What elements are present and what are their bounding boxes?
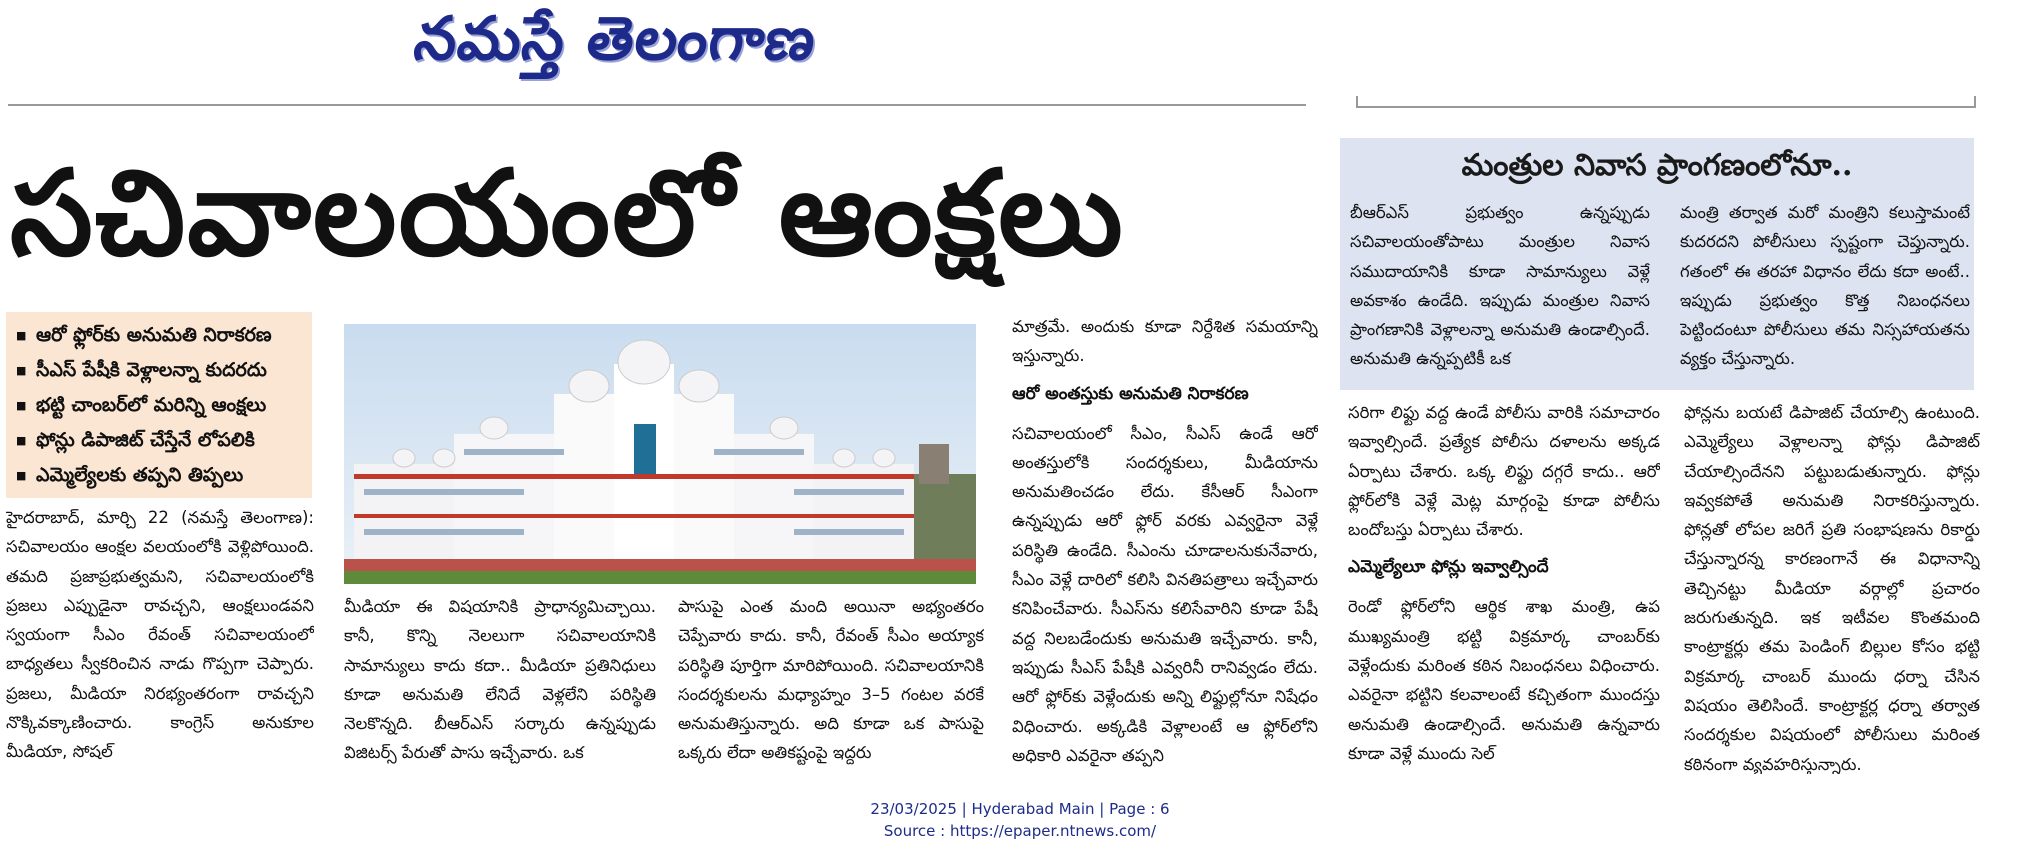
section-subheading: ఎమ్మెల్యేలూ ఫోన్లు ఇవ్వాల్సిందే [1348, 557, 1549, 578]
article-text: రెండో ఫ్లోర్‌లోని ఆర్థిక శాఖ మంత్రి, ఉప ముఖ్యమంత్రి భట్టి విక్రమార్క చాంబర్‌కు వెళ్లేందుకు మరింత కఠిన నిబంధనలు విధించారు. ఎవరైనా భట్టిని కలవాలంటే కచ్చితంగా ముందస్తు అనుమతి ఉండాల్సిందే. అనుమతి ఉన్నవారు కూడా వెళ్లే ముందు సెల్ [1348, 597, 1660, 763]
article-column-3 [678, 592, 984, 772]
sidebar-text: బీఆర్‌ఎస్ ప్రభుత్వం ఉన్నప్పుడు సచివాలయంతోపాటు మంత్రుల నివాస సముదాయానికి కూడా సామాన్యులు వెళ్లే అవకాశం ఉండేది. ఇప్పుడు మంత్రుల నివాస ప్రాంగణానికి వెళ్లాలన్నా అనుమతి ఉండాల్సిందే. అనుమతి ఉన్నప్పటికీ ఒక [1350, 203, 1650, 369]
headline: సచివాలయంలో ఆంక్షలు [10, 144, 1125, 282]
divider-tick-left [1356, 96, 1358, 106]
highlight-item: ■ సీఎస్ పేషీకి వెళ్లాలన్నా కుదరదు [36, 353, 312, 388]
article-column-2 [344, 592, 656, 772]
divider-right [1356, 106, 1976, 108]
footer-source: Source : https://epaper.ntnews.com/ [883, 822, 1157, 840]
masthead [0, 4, 1230, 92]
highlight-item: ■ భట్టి చాంబర్‌లో మరిన్ని ఆంక్షలు [36, 388, 312, 423]
sidebar-column-right [1680, 198, 1970, 378]
article-text: మీడియా ఈ విషయానికి ప్రాధాన్యమిచ్చాయి. కానీ, కొన్ని నెలలుగా సచివాలయానికి సామాన్యులు కాదు కదా.. మీడియా ప్రతినిధులు కూడా అనుమతి లేనిదే వెళ్లలేని పరిస్థితి నెలకొన్నది. బీఆర్‌ఎస్ సర్కారు ఉన్నప్పుడు విజిటర్స్ పేరుతో పాసు ఇచ్చేవారు. ఒక [344, 597, 656, 763]
article-column-6 [1684, 398, 1980, 774]
divider-tick-right [1974, 96, 1976, 106]
footer-date-edition: 23/03/2025 | Hyderabad Main | Page : 6 [870, 800, 1170, 818]
article-text: పాసుపై ఎంత మంది అయినా అభ్యంతరం చెప్పేవారు కాదు. కానీ, రేవంత్ సీఎం అయ్యాక పరిస్థితి పూర్తిగా మారిపోయింది. సచివాలయానికి సందర్శకులను మధ్యాహ్నం 3–5 గంటల వరకే అనుమతిస్తున్నారు. అది కూడా ఒక పాసుపై ఒక్కరు లేదా అతికష్టంపై ఇద్దరు [678, 597, 984, 763]
article-text: ఫోన్లను బయటే డిపాజిట్ చేయాల్సి ఉంటుంది. ఎమ్మెల్యేలు వెళ్లాలన్నా ఫోన్లు డిపాజిట్ చేయాల్సిందేనని పట్టుబడుతున్నారు. ఫోన్లు ఇవ్వకపోతే అనుమతి నిరాకరిస్తున్నారు. ఫోన్లతో లోపల జరిగే ప్రతి సంభాషణను రికార్డు చేస్తున్నారన్న కారణంగానే ఈ విధానాన్ని తెచ్చినట్టు మీడియా వర్గాల్లో ప్రచారం జరుగుతున్నది. ఇక ఇటీవల కొంతమంది కాంట్రాక్టర్లు తమ పెండింగ్ బిల్లుల కోసం భట్టి విక్రమార్క చాంబర్ ముందు ధర్నా చేసిన విషయం తెలిసిందే. కాంట్రాక్టర్ల ధర్నా తర్వాత సందర్శకుల విషయంలో పోలీసులు మరింత కఠినంగా వ్యవహరిస్తున్నారు. [1684, 403, 1980, 774]
section-subheading: ఆరో అంతస్తుకు అనుమతి నిరాకరణ [1012, 383, 1249, 404]
article-text: సరిగా లిఫ్టు వద్ద ఉండే పోలీసు వారికి సమాచారం ఇవ్వాల్సిందే. ప్రత్యేక పోలీసు దళాలను అక్కడ ఏర్పాటు చేశారు. ఒక్క లిఫ్టు దగ్గరే కాదు.. ఆరో ఫ్లోర్‌లోకి వెళ్లే మెట్ల మార్గంపై కూడా పోలీసు బందోబస్తు ఏర్పాటు చేశారు. [1348, 403, 1660, 540]
highlight-item: ■ ఆరో ఫ్లోర్‌కు అనుమతి నిరాకరణ [36, 318, 312, 353]
article-column-5 [1348, 398, 1660, 774]
highlight-item: ■ ఎమ్మెల్యేలకు తప్పని తిప్పలు [36, 458, 312, 493]
highlights-box [6, 312, 312, 498]
article-text: మాత్రమే. అందుకు కూడా నిర్దేశిత సమయాన్ని ఇస్తున్నారు. [1012, 317, 1318, 366]
article-column-4 [1012, 312, 1318, 774]
sidebar-title: మంత్రుల నివాస ప్రాంగణంలోనూ.. [1461, 148, 1853, 183]
article-text: సచివాలయంలో సీఎం, సీఎస్ ఉండే ఆరో అంతస్తులోకి సందర్శకులు, మీడియాను అనుమతించడం లేదు. కేసీఆర్ సీఎంగా ఉన్నప్పుడు ఆరో ఫ్లోర్ వరకు ఎవ్వరైనా వెళ్లే పరిస్థితి ఉండేది. సీఎంను చూడాలనుకునేవారు, సీఎం వెళ్లే దారిలో కలిసి వినతిపత్రాలు ఇచ్చేవారు కనిపించేవారు. సీఎస్‌ను కలిసేవారిని కూడా పేషీ వద్ద నిలబడేందుకు అనుమతి ఇచ్చేవారు. కానీ, ఇప్పుడు సీఎస్ పేషీకి ఎవ్వరినీ రానివ్వడం లేదు. ఆరో ఫ్లోర్‌కు వెళ్లేందుకు అన్ని లిఫ్టుల్లోనూ నిషేధం విధించారు. అక్కడికి వెళ్లాలంటే ఆ ఫ్లోర్‌లోని అధికారి ఎవరైనా తప్పని [1012, 423, 1318, 765]
article-column-1 [6, 503, 314, 773]
masthead-title: నమస్తే తెలంగాణ [410, 4, 822, 74]
divider-left [8, 104, 1306, 106]
highlight-item: ■ ఫోన్లు డిపాజిట్ చేస్తేనే లోపలికి [36, 423, 312, 458]
secretariat-photo [344, 324, 976, 584]
sidebar-text: మంత్రి తర్వాత మరో మంత్రిని కలుస్తామంటే కుదరదని పోలీసులు స్పష్టంగా చెప్తున్నారు. గతంలో ఈ తరహా విధానం లేదు కదా అంటే.. ఇప్పుడు ప్రభుత్వం కొత్త నిబంధనలు పెట్టిందంటూ పోలీసులు తమ నిస్సహాయతను వ్యక్తం చేస్తున్నారు. [1680, 203, 1970, 369]
sidebar-column-left [1350, 198, 1650, 378]
article-text: హైదరాబాద్, మార్చి 22 (నమస్తే తెలంగాణ): సచివాలయం ఆంక్షల వలయంలోకి వెళ్లిపోయింది. తమది ప్రజాప్రభుత్వమని, సచివాలయంలోకి ప్రజలు ఎప్పుడైనా రావచ్చని, ఆంక్షలుండవని స్వయంగా సీఎం రేవంత్ సచివాలయంలో బాధ్యతలు స్వీకరించిన నాడు గొప్పగా చెప్పారు. ప్రజలు, మీడియా నిరభ్యంతరంగా రావచ్చని నొక్కివక్కాణించారు. కాంగ్రెస్ అనుకూల మీడియా, సోషల్ [6, 508, 314, 762]
